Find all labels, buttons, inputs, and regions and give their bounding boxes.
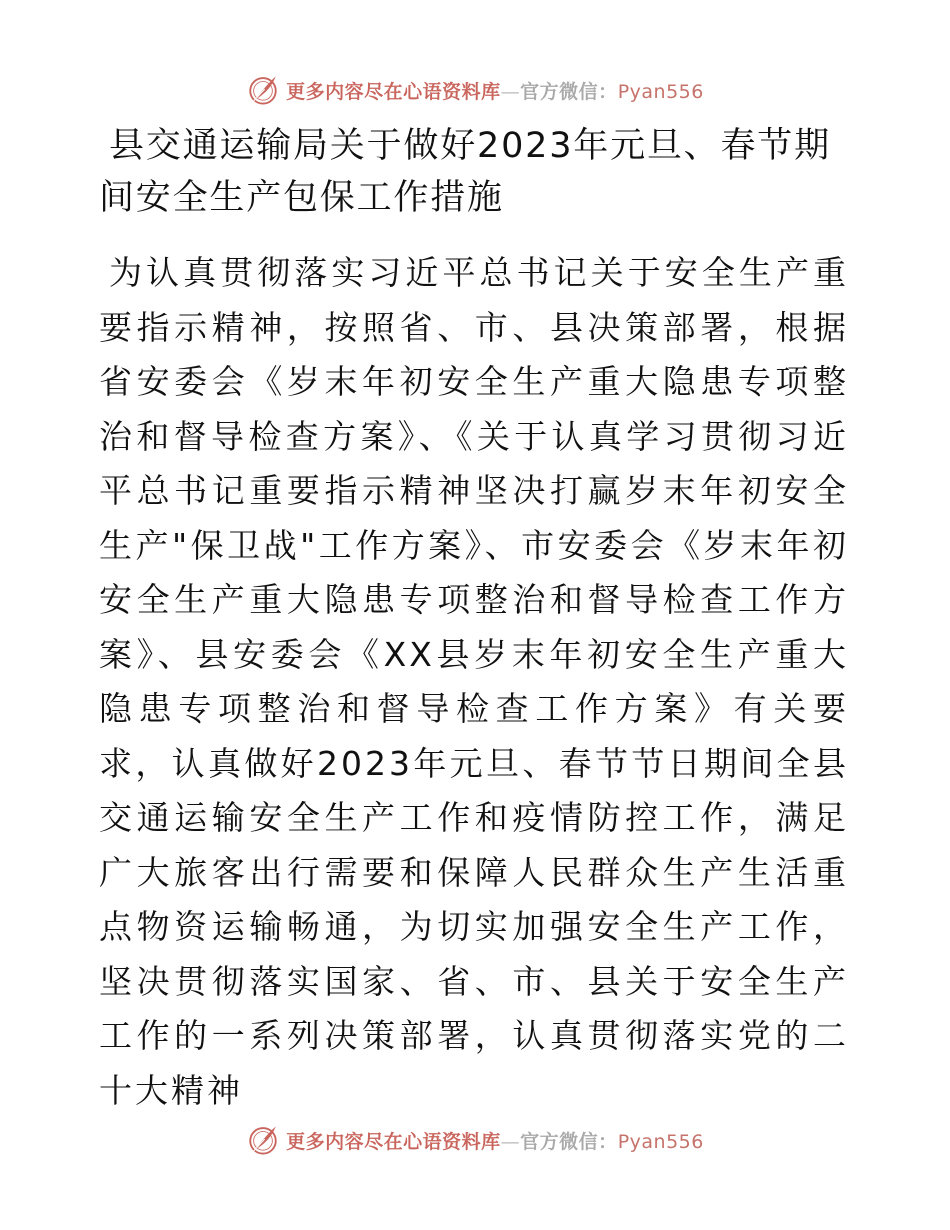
watermark-text xyxy=(286,1127,704,1154)
watermark-dash: — xyxy=(500,1130,521,1153)
watermark-wechat-id: Pyan556 xyxy=(617,1130,704,1153)
footer-watermark xyxy=(0,1120,950,1160)
header-watermark xyxy=(0,70,950,110)
feather-quill-icon xyxy=(246,73,280,107)
watermark-brand: 更多内容尽在心语资料库 xyxy=(286,80,501,103)
document-title: 县交通运输局关于做好2023年元旦、春节期间安全生产包保工作措施 xyxy=(99,126,831,218)
watermark-text xyxy=(286,77,704,104)
watermark-label: 官方微信： xyxy=(520,1130,618,1153)
watermark-dash: — xyxy=(500,80,521,103)
document-content xyxy=(99,120,849,1118)
watermark-wechat-id: Pyan556 xyxy=(617,80,704,103)
watermark-brand: 更多内容尽在心语资料库 xyxy=(286,1130,501,1153)
watermark-label: 官方微信： xyxy=(520,80,618,103)
feather-quill-icon xyxy=(246,1123,280,1157)
document-body-paragraph: 为认真贯彻落实习近平总书记关于安全生产重要指示精神，按照省、市、县决策部署，根据省安委会《岁末年初安全生产重大隐患专项整治和督导检查方案》、《关于认真学习贯彻习近平总书记重要指示精神坚决打赢岁末年初安全生产"保卫战"工作方案》、市安委会《岁末年初安全生产重大隐患专项整治和督导检查工作方案》、县安委会《XX县岁末年初安全生产重大隐患专项整治和督导检查工作方案》有关要求，认真做好2023年元旦、春节节日期间全县交通运输安全生产工作和疫情防控工作，满足广大旅客出行需要和保障人民群众生产生活重点物资运输畅通，为切实加强安全生产工作，坚决贯彻落实国家、省、市、县关于安全生产工作的一系列决策部署，认真贯彻落实党的二十大精神 xyxy=(99,253,849,1110)
